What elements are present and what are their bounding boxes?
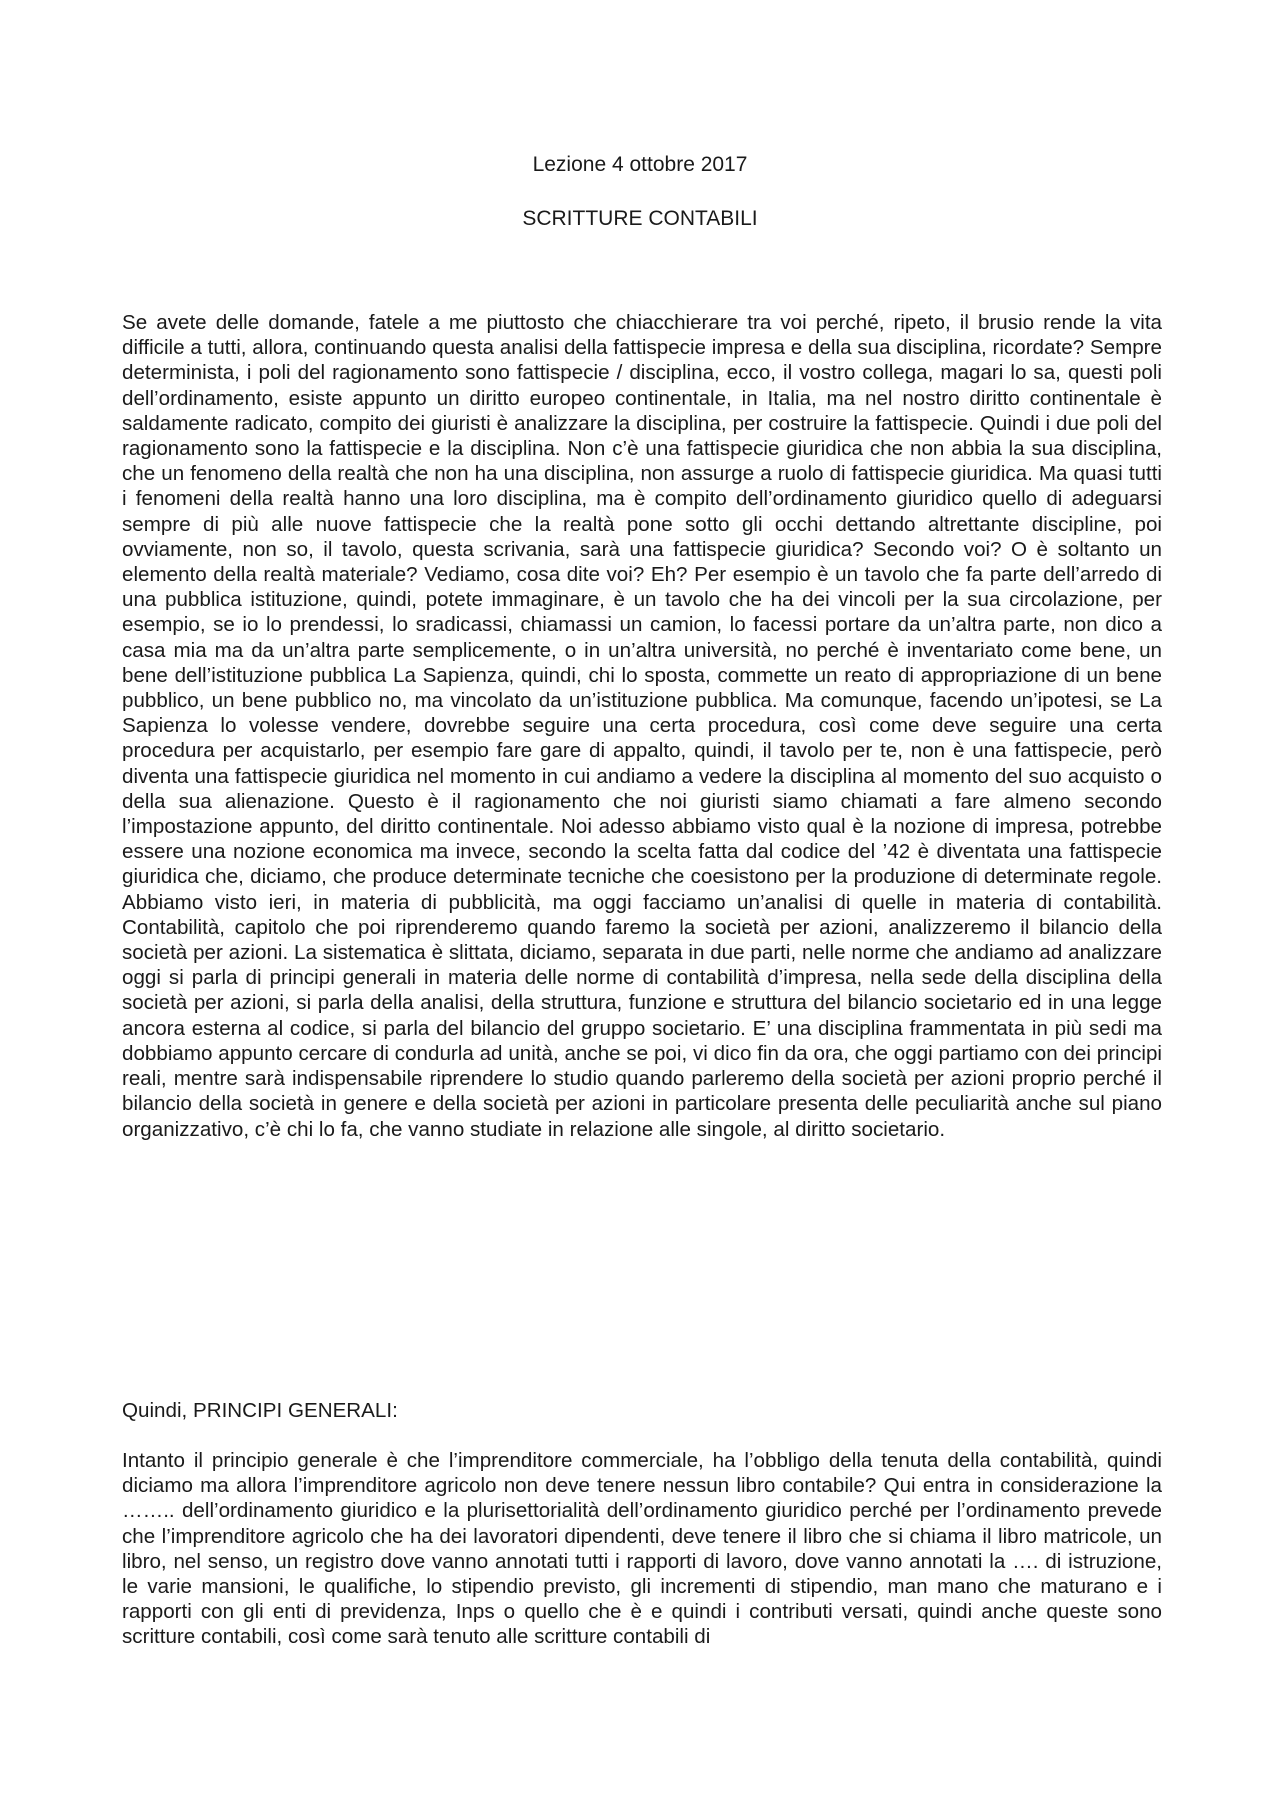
paragraph-text: Se avete delle domande, fatele a me piuttosto che chiacchierare tra voi perché, ripeto, il brusio rende la vita difficile a tutti, allora, continuando questa analisi della fattispecie impresa e della sua disciplina, ricordate? Sempre determinista, i poli del ragionamento sono fattispecie / disciplina, ecco, il vostro collega, magari lo sa, questi poli dell’ordinamento, esiste appunto un diritto europeo continentale, in Italia, ma nel nostro diritto continentale è saldamente radicato, compito dei giuristi è analizzare la disciplina, per costruire la fattispecie. Quindi i due poli del ragionamento sono la fattispecie e la disciplina. Non c’è una fattispecie giuridica che non abbia la sua disciplina, che un fenomeno della realtà che non ha una disciplina, non assurge a ruolo di fattispecie giuridica. Ma quasi tutti i fenomeni della realtà hanno una loro disciplina, ma è compito dell’ordinamento giuridico quello di adeguarsi sempre di più alle nuove fattispecie che la realtà pone sotto gli occhi dettando altrettante discipline, poi ovviamente, non so, il tavolo, questa scrivania, sarà una fattispecie giuridica? Secondo voi? O è soltanto un elemento della realtà materiale? Vediamo, cosa dite voi? Eh? Per esempio è un tavolo che fa parte dell’arredo di una pubblica istituzione, quindi, potete immaginare, è un tavolo che ha dei vincoli per la sua circolazione, per esempio, se io lo prendessi, lo sradicassi, chiamassi un camion, lo facessi portare da un’altra parte, non dico a casa mia ma da un’altra parte semplicemente, o in un’altra università, no perché è inventariato come bene, un bene dell’istituzione pubblica La Sapienza, quindi, chi lo sposta, commette un reato di appropriazione di un bene pubblico, un bene pubblico no, ma vincolato da un’istituzione pubblica. Ma comunque, facendo un’ipotesi, se La Sapienza lo volesse vendere, dovrebbe seguire una certa procedura, così come deve seguire una certa procedura per acquistarlo, per esempio fare gare di appalto, quindi, il tavolo per te, non è una fattispecie, però diventa una fattispecie giuridica nel momento in cui andiamo a vedere la disciplina al momento del suo acquisto o della sua alienazione. Questo è il ragionamento che noi giuristi siamo chiamati a fare almeno secondo l’impostazione appunto, del diritto continentale. Noi adesso abbiamo visto qual è la nozione di impresa, potrebbe essere una nozione economica ma invece, secondo la scelta fatta dal codice del ’42 è diventata una fattispecie giuridica che, diciamo, che produce determinate tecniche che coesistono per la produzione di determinate regole. Abbiamo visto ieri, in materia di pubblicità, ma oggi facciamo un’analisi di quelle in materia di contabilità. Contabilità, capitolo che poi riprenderemo quando faremo la società per azioni, analizzeremo il bilancio della società per azioni. La sistematica è slittata, diciamo, separata in due parti, nelle norme che andiamo ad analizzare oggi si parla di principi generali in materia delle norme di contabilità d’impresa, nella sede della disciplina della società per azioni, si parla della analisi, della struttura, funzione e struttura del bilancio societario ed in una legge ancora esterna al codice, si parla del bilancio del gruppo societario. E’ una disciplina frammentata in più sedi ma dobbiamo appunto cercare di condurla ad unità, anche se poi, vi dico fin da ora, che oggi partiamo con dei principi reali, mentre sarà indispensabile riprendere lo studio quando parleremo della società per azioni proprio perché il bilancio della società in genere e della società per azioni in particolare presenta delle peculiarità anche sul piano organizzativo, c’è chi lo fa, che vanno studiate in relazione alle singole, al diritto societario. — [122, 311, 1162, 1141]
paragraph-text: Quindi, PRINCIPI GENERALI: — [122, 1399, 398, 1422]
document-title: SCRITTURE CONTABILI — [522, 207, 758, 230]
paragraph-text: Intanto il principio generale è che l’imprenditore commerciale, ha l’obbligo della tenuta della contabilità, quindi diciamo ma allora l’imprenditore agricolo non deve tenere nessun libro contabile? Qui entra in considerazione la …….. dell’ordinamento giuridico e la plurisettorialità dell’ordinamento giuridico perché per l’ordinamento prevede che l’imprenditore agricolo che ha dei lavoratori dipendenti, deve tenere il libro che si chiama il libro matricole, un libro, nel senso, un registro dove vanno annotati tutti i rapporti di lavoro, dove vanno annotati la …. di istruzione, le varie mansioni, le qualifiche, lo stipendio previsto, gli incrementi di stipendio, man mano che maturano e i rapporti con gli enti di previdenza, Inps o quello che è e quindi i contributi versati, quindi anche queste sono scritture contabili, così come sarà tenuto alle scritture contabili di — [122, 1449, 1162, 1649]
body-paragraph-3 — [122, 1448, 1162, 1650]
lecture-date: Lezione 4 ottobre 2017 — [532, 153, 748, 176]
body-paragraph-1 — [122, 310, 1162, 1142]
section-heading-principi-generali — [122, 1398, 1162, 1423]
